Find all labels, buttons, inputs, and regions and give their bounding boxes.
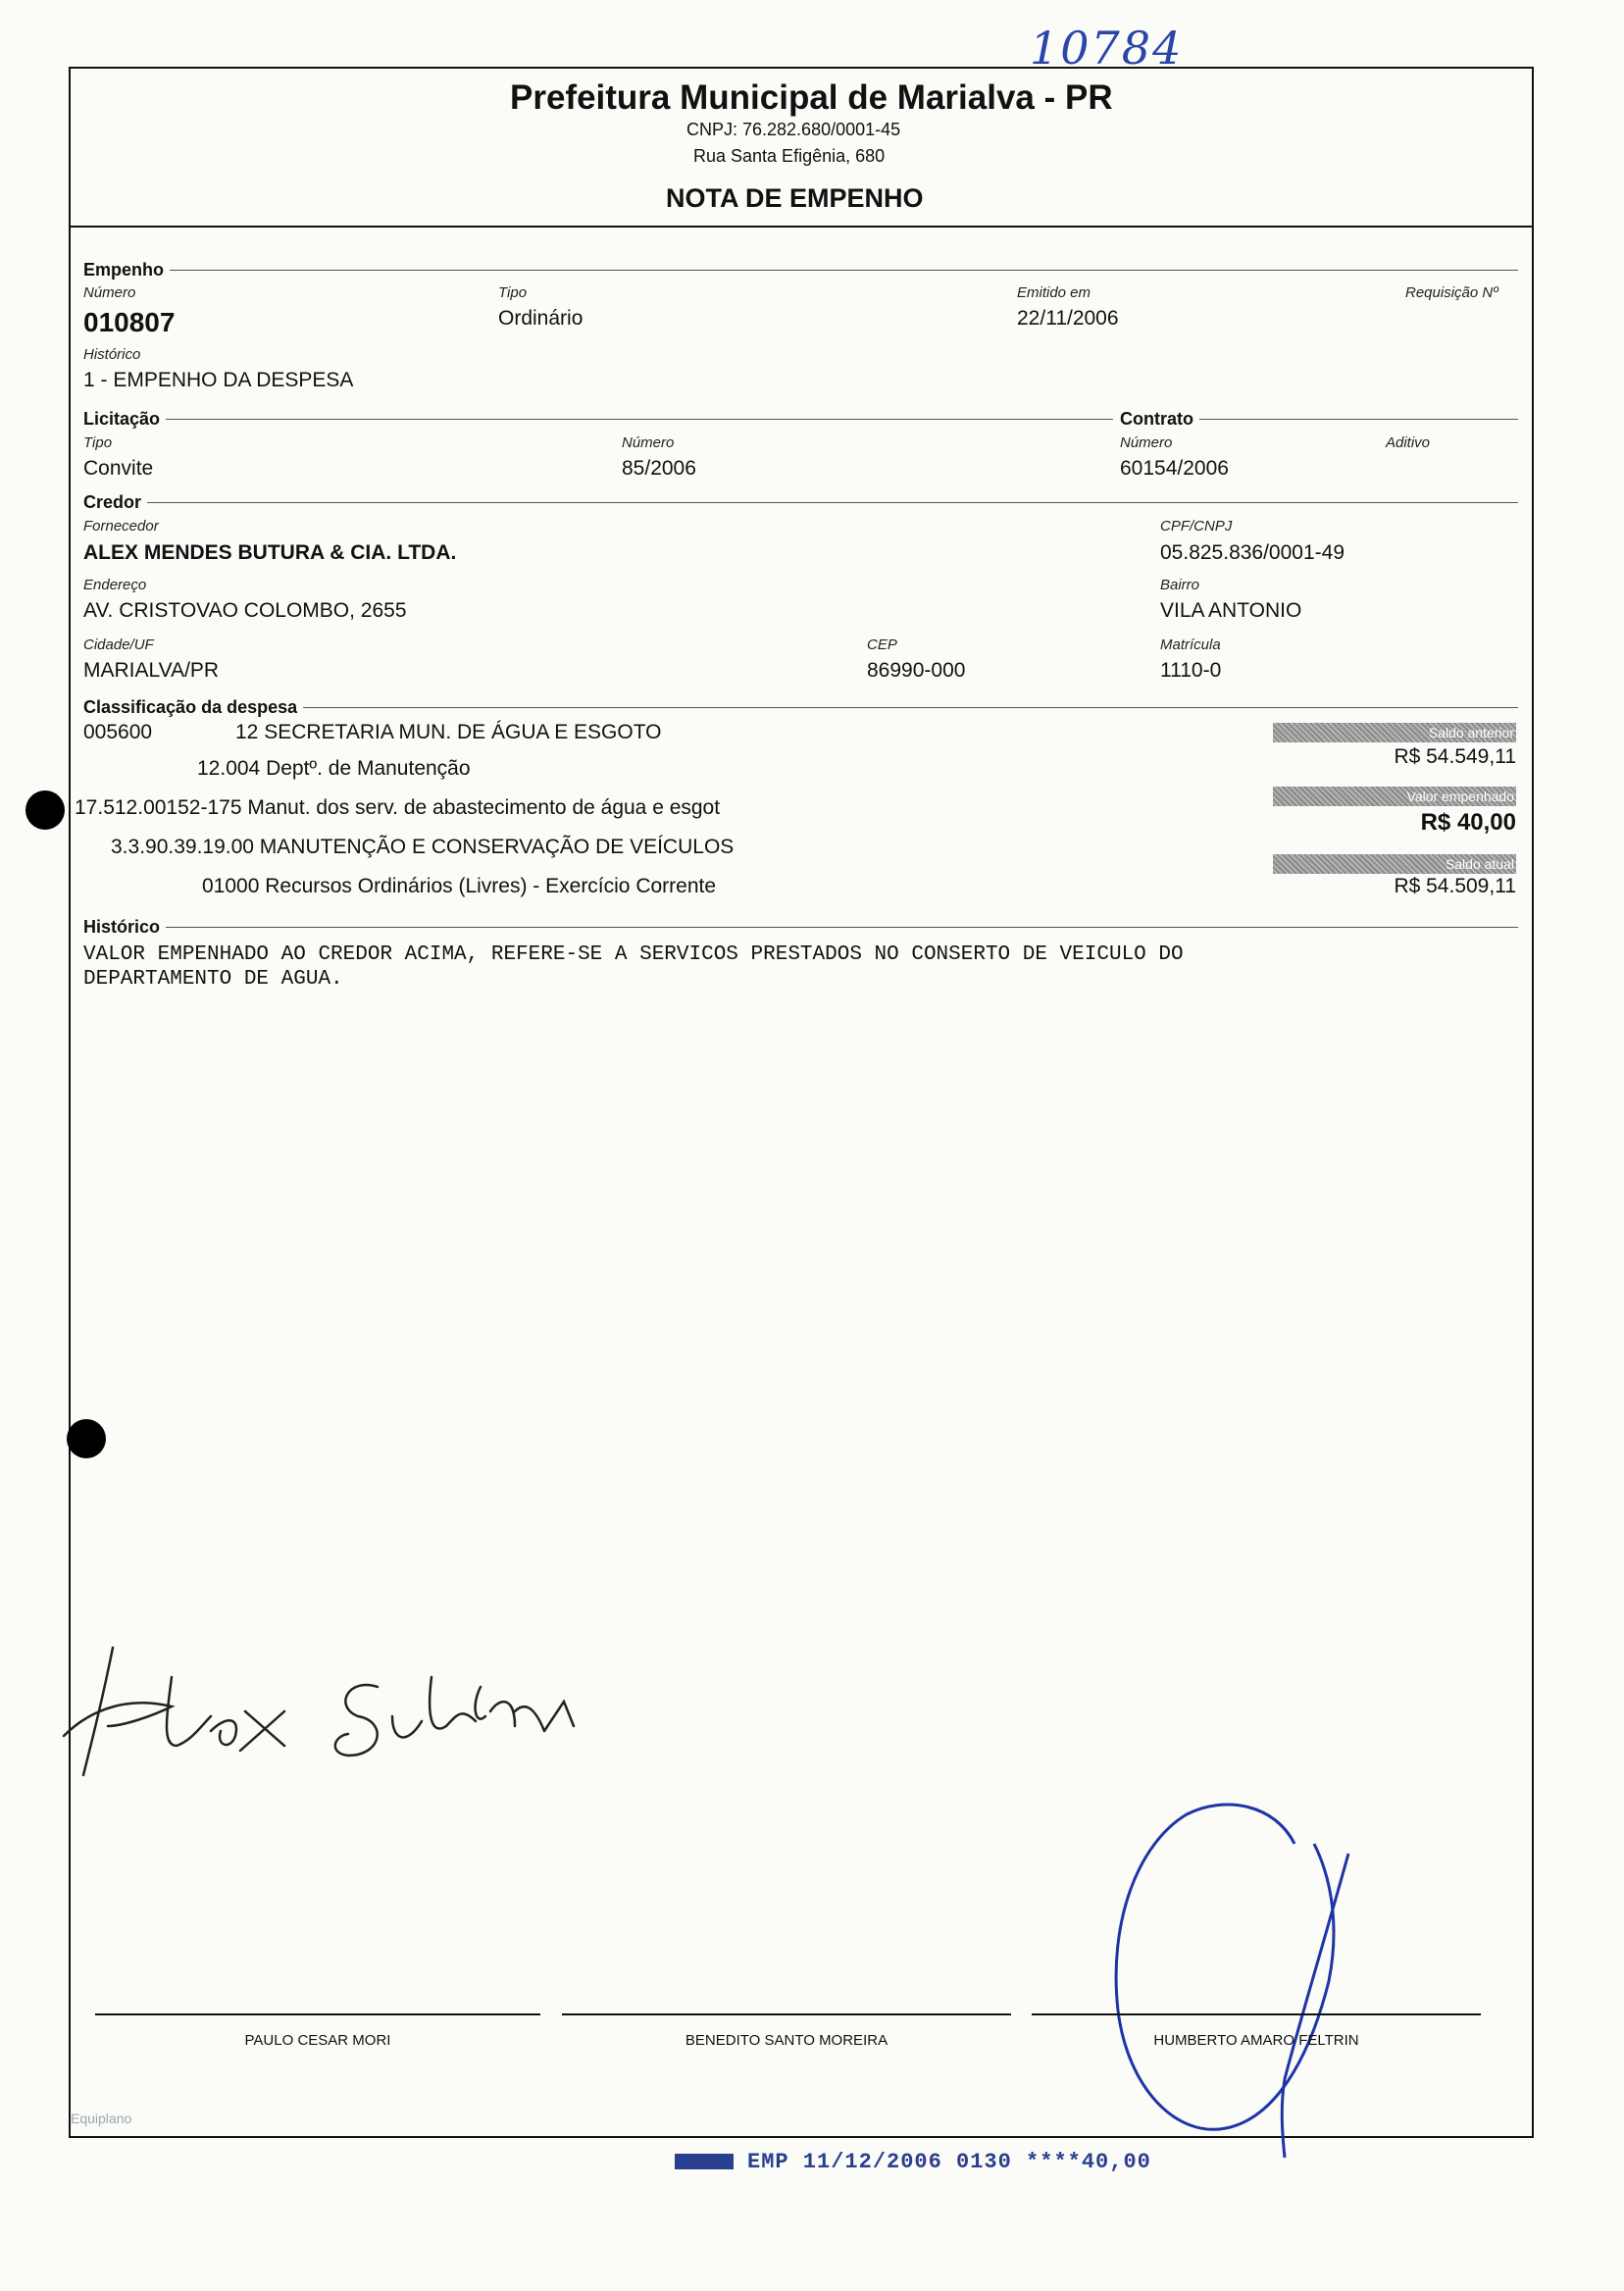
classificacao-departamento: 12.004 Deptº. de Manutenção — [197, 757, 471, 780]
classificacao-recurso: 01000 Recursos Ordinários (Livres) - Exercício Corrente — [202, 875, 717, 897]
software-watermark: Equiplano — [71, 2111, 132, 2126]
section-licitacao: Licitação — [83, 409, 1113, 430]
emitido-date: 22/11/2006 — [1017, 307, 1119, 330]
emitido-label: Emitido em — [1017, 284, 1091, 301]
signature-line — [95, 2013, 540, 2015]
cpf-cnpj-value: 05.825.836/0001-49 — [1160, 541, 1345, 564]
aditivo-label: Aditivo — [1386, 434, 1431, 451]
bairro-value: VILA ANTONIO — [1160, 599, 1302, 622]
empenho-historico-label: Histórico — [83, 346, 141, 363]
blue-signature — [1098, 1785, 1373, 2167]
handwritten-document-number: 10784 — [1030, 22, 1184, 75]
municipality-title: Prefeitura Municipal de Marialva - PR — [510, 78, 1113, 117]
endereco-label: Endereço — [83, 577, 147, 593]
requisicao-label: Requisição Nº — [1405, 284, 1498, 301]
address-text: Rua Santa Efigênia, 680 — [693, 146, 886, 166]
signatory-1: PAULO CESAR MORI — [244, 2032, 391, 2049]
signatory-3: HUMBERTO AMARO FELTRIN — [1153, 2032, 1359, 2049]
historico-line-2: DEPARTAMENTO DE AGUA. — [83, 968, 343, 991]
empenho-tipo: Ordinário — [498, 307, 584, 330]
empenho-tipo-label: Tipo — [498, 284, 528, 301]
signature-line — [1032, 2013, 1481, 2015]
section-credor: Credor — [83, 492, 1518, 513]
saldo-anterior-value: R$ 54.549,11 — [1394, 745, 1516, 768]
document-title: NOTA DE EMPENHO — [666, 183, 924, 213]
cep-value: 86990-000 — [867, 659, 966, 682]
fornecedor-name: ALEX MENDES BUTURA & CIA. LTDA. — [83, 541, 457, 564]
contrato-numero: 60154/2006 — [1120, 457, 1229, 480]
licitacao-tipo-label: Tipo — [83, 434, 113, 451]
signatory-2: BENEDITO SANTO MOREIRA — [685, 2032, 888, 2049]
endereco-value: AV. CRISTOVAO COLOMBO, 2655 — [83, 599, 407, 622]
saldo-atual-value: R$ 54.509,11 — [1394, 875, 1516, 897]
header-divider — [69, 226, 1534, 228]
classificacao-programa: 17.512.00152-175 Manut. dos serv. de abastecimento de água e esgot — [75, 796, 721, 819]
payment-stamp: EMP 11/12/2006 0130 ****40,00 — [675, 2150, 1151, 2174]
section-empenho: Empenho — [83, 260, 1518, 280]
empenho-historico: 1 - EMPENHO DA DESPESA — [83, 369, 354, 391]
section-contrato: Contrato — [1120, 409, 1518, 430]
section-historico: Histórico — [83, 917, 1518, 938]
classificacao-code: 005600 — [83, 721, 153, 743]
section-classificacao: Classificação da despesa — [83, 697, 1518, 718]
fornecedor-label: Fornecedor — [83, 518, 159, 535]
licitacao-tipo: Convite — [83, 457, 154, 480]
matricula-value: 1110-0 — [1160, 659, 1222, 682]
cnpj-text: CNPJ: 76.282.680/0001-45 — [686, 120, 901, 139]
stamp-logo-icon — [675, 2154, 734, 2169]
empenho-numero-label: Número — [83, 284, 136, 301]
saldo-anterior-label: Saldo anterior — [1273, 723, 1516, 742]
empenho-numero: 010807 — [83, 307, 176, 337]
classificacao-secretaria: 12 SECRETARIA MUN. DE ÁGUA E ESGOTO — [235, 721, 662, 743]
contrato-numero-label: Número — [1120, 434, 1173, 451]
bairro-label: Bairro — [1160, 577, 1200, 593]
signature-line — [562, 2013, 1011, 2015]
matricula-label: Matrícula — [1160, 636, 1221, 653]
licitacao-numero: 85/2006 — [622, 457, 696, 480]
cep-label: CEP — [867, 636, 897, 653]
licitacao-numero-label: Número — [622, 434, 675, 451]
hole-punch-mark — [67, 1419, 106, 1458]
cidade-label: Cidade/UF — [83, 636, 154, 653]
valor-empenhado-label: Valor empenhado — [1273, 787, 1516, 806]
historico-line-1: VALOR EMPENHADO AO CREDOR ACIMA, REFERE-SE A SERVICOS PRESTADOS NO CONSERTO DE VEICULO DO — [83, 943, 1184, 966]
cpf-cnpj-label: CPF/CNPJ — [1160, 518, 1233, 535]
hole-punch-mark — [25, 790, 65, 830]
handwritten-signature — [54, 1618, 642, 1814]
saldo-atual-label: Saldo atual — [1273, 854, 1516, 874]
classificacao-elemento: 3.3.90.39.19.00 MANUTENÇÃO E CONSERVAÇÃO DE VEÍCULOS — [111, 836, 735, 858]
valor-empenhado-value: R$ 40,00 — [1420, 809, 1516, 836]
cidade-value: MARIALVA/PR — [83, 659, 220, 682]
